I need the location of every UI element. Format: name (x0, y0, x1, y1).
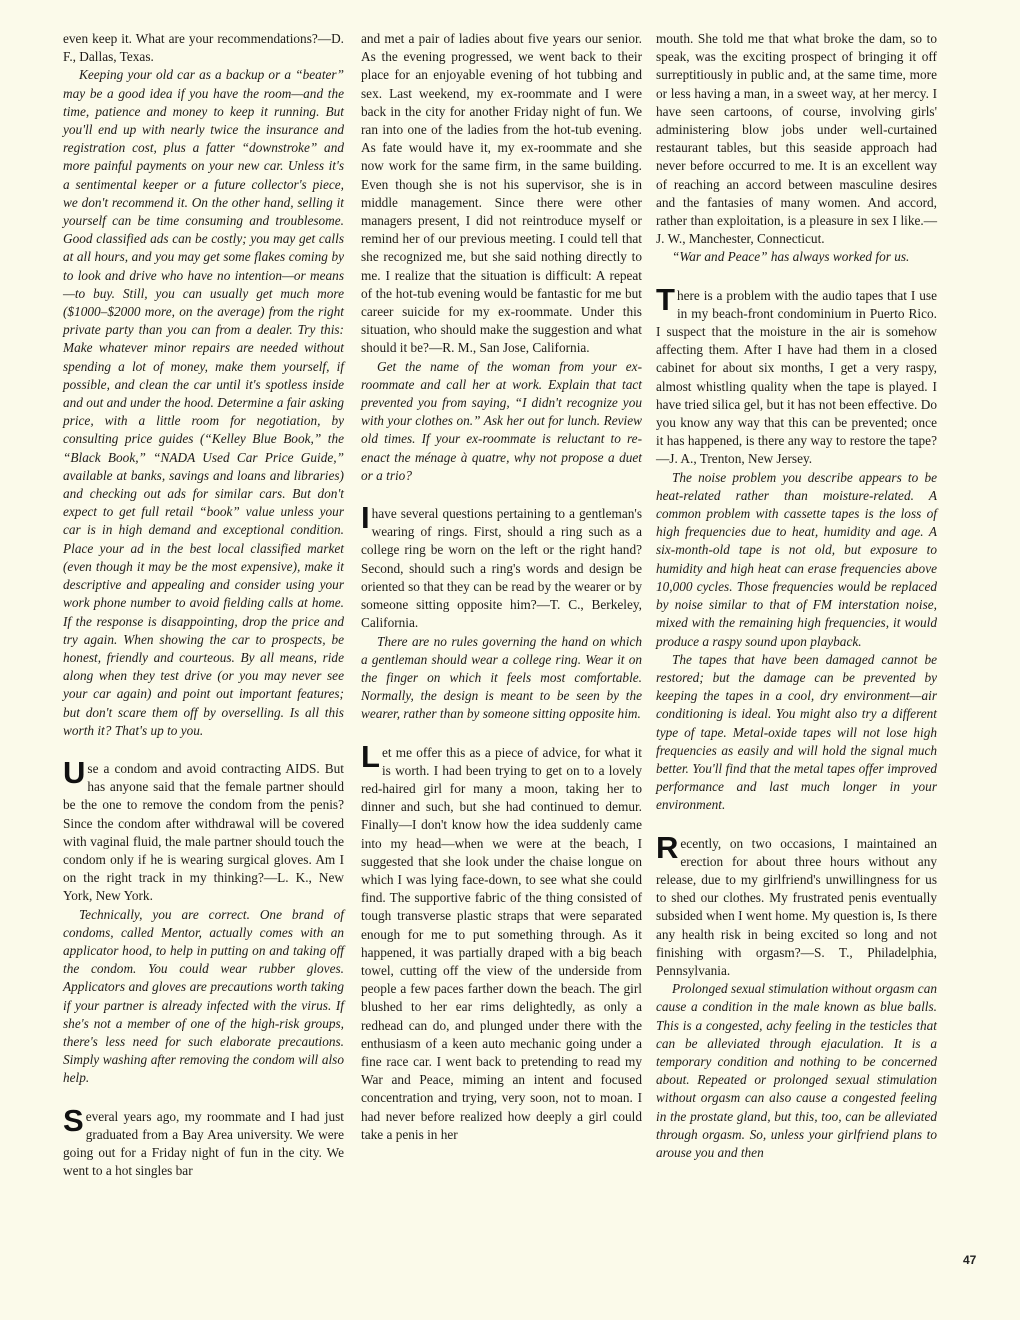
drop-cap: L (361, 738, 380, 774)
question-text: et me offer this as a piece of advice, for what it is worth. I had been trying to get on to a lovely red-haired girl for many a moon, taking her to dinner and such, but she had continued to demur. Finally—I don't know how the idea suddenly came into my head—when we were at the beach, I suggested that she look under the chaise longue on which I was lying face-down, to see what she could find. The supportive fabric of the thing consisted of tough transverse plastic straps that were separated enough for me to put something through. As it happened, it was partially draped with a big beach towel, cutting off the view of the underside from people a few paces farther down the beach. The girl blushed to her ear rims delightedly, as only a redhead can do, and plunged under there with the enthusiasm of a keen auto mechanic going under a fine race car. I went back to pretending to read my War and Peace, miming an intent and focused concentration and trying, very soon, not to moan. I had never before realized how deeply a girl could take a penis in her (361, 744, 642, 1142)
column-2 (361, 30, 642, 1144)
reader-question-continued: mouth. She told me that what broke the dam, so to speak, was the exciting prospect of bringing it off surreptitiously in public and, at the same time, more or less having a man, in a sweet way, at her mercy. I have seen cartoons, of course, involving girls' administering blow jobs under well-curtained restaurant tables, but this seaside approach had never before occurred to me. It is an excellent way of reaching an accord between masculine desires and the fantasies of many women. And accord, rather than exploitation, is a pleasure in sex I like.—J. W., Manchester, Connecticut. (656, 31, 937, 247)
reader-question (361, 500, 642, 632)
letter-entry (656, 281, 937, 815)
advisor-answer: The tapes that have been damaged cannot be restored; but the damage can be prevented by keeping the tapes in a cool, dry environment—air conditioning is ideal. You might also try a different type of tape. Metal-oxide tapes will not lose high frequencies as easily and will hold the signal much better. You'll find that the metal tapes offer improved performance and last much longer in your environment. (656, 651, 937, 813)
question-text: here is a problem with the audio tapes that I use in my beach-front condominium in Puerto Rico. I suspect that the moisture in the air is somehow affecting them. After I have had them in a closed cabinet for about six months, I get a very raspy, almost whistling quality when the tape is played. I have tried silica gel, but it has not been effective. Do you know any way that this can be prevented; once it has happened, is there any way to restore the tape?—J. A., Trenton, New Jersey. (656, 287, 937, 467)
reader-question (656, 829, 937, 981)
question-text: have several questions pertaining to a gentleman's wearing of rings. First, should a ring such as a college ring be worn on the left or the right hand? Second, should such a ring's words and design be oriented so that they can be read by the wearer or by someone sitting opposite him?—T. C., Berkeley, California. (361, 506, 642, 631)
advisor-answer: Keeping your old car as a backup or a “beater” may be a good idea if you have the room—and the time, patience and money to keep it running. But you'll end up with nearly twice the insurance and registration cost, plus a fatter “downstroke” and more painful payments on your new car. Unless it's a sentimental keeper or a future collector's piece, we don't recommend it. On the other hand, selling it yourself can be time consuming and troublesome. Good classified ads can be costly; you may get calls at all hours, and you may get some flakes coming by to look and drive who have no intention—or means—to buy. Still, you can usually get much more ($1000–$2000 more, on the average) from the right private party than you can from a dealer. Try this: Make whatever minor repairs are needed without spending a lot of money, make them yourself, if possible, and clean the car until it's spotless inside and out and under the hood. Determine a fair asking price, with a little room for negotiation, by consulting price guides (“Kelley Blue Book,” the “Black Book,” “NADA Used Car Price Guide,” available at banks, savings and loans and libraries) and checking out ads for similar cars. But don't expect to get full retail “book” value unless your car is in high demand and exceptional condition. Place your ad in the best local classified market (even though it may be the most expensive), make it descriptive and appealing and consider using your work phone number to avoid fielding calls at home. If the response is disappointing, drop the price and try again. When showing the car to prospects, be honest, friendly and courteous. By all means, ride along when they test drive (or you may never see your car again) and point out important features; but don't scare them off by overselling. Is all this worth it? That's up to you. (63, 67, 344, 738)
reader-question: even keep it. What are your recommendations?—D. F., Dallas, Texas. (63, 31, 344, 65)
question-text: ecently, on two occasions, I maintained an erection for about three hours without any release, due to my girlfriend's unwillingness for us to shed our clothes. My frustrated penis eventually subsided when I went home. My question is, Is there any health risk in being excited so long and not finishing with orgasm?—S. T., Philadelphia, Pennsylvania. (656, 835, 937, 978)
column-1 (63, 30, 344, 1180)
advisor-answer: Technically, you are correct. One brand of condoms, called Mentor, actually comes with an applicator hood, to help in putting on and taking off the condom. You could wear rubber gloves. Applicators and gloves are precautions worth taking if your partner is already infected with the virus. If she's not a member of one of the high-risk groups, there's less need for such elaborate precautions. Simply washing after removing the condom will also help. (63, 906, 344, 1086)
letter-entry (63, 30, 344, 740)
drop-cap: S (63, 1102, 84, 1138)
drop-cap: T (656, 281, 675, 317)
advisor-answer: The noise problem you describe appears to be heat-related rather than moisture-related. A common problem with cassette tapes is the loss of high frequencies due to heat, humidity and age. A six-month-old tape is not old, but exposure to humidity and high heat can erase frequencies above 10,000 cycles. Those frequencies would be replaced by noise similar to that of FM interstation noise, mixed with the remaining high frequencies, it would produce a raspy sound upon playback. (656, 469, 937, 649)
advisor-answer: Prolonged sexual stimulation without orgasm can cause a condition in the male known as blue balls. This is a congested, achy feeling in the testicles that can be alleviated through ejaculation. It is a temporary condition and nothing to be concerned about. Repeated or prolonged sexual stimulation without orgasm can also cause a congested feeling in the prostate gland, but this, too, can be alleviated through orgasm. So, unless your girlfriend plans to arouse you and then (656, 981, 937, 1160)
question-text: everal years ago, my roommate and I had just graduated from a Bay Area university. We were going out for a Friday night of fun in the city. We went to a hot singles bar (63, 1108, 344, 1179)
letter-entry (63, 754, 344, 1088)
letter-entry (361, 30, 642, 485)
advisor-answer: “War and Peace” has always worked for us. (672, 249, 910, 265)
question-text: se a condom and avoid contracting AIDS. But has anyone said that the female partner should be the one to remove the condom from the penis? Since the condom after withdrawal will be covered with vaginal fluid, the male partner should touch the condom only if he is wearing surgical gloves. Am I on the right track in my thinking?—L. K., New York, New York. (63, 760, 344, 904)
reader-question (361, 738, 642, 1144)
reader-question (656, 281, 937, 469)
drop-cap: I (361, 500, 370, 536)
page-number: 47 (963, 1253, 977, 1267)
letter-entry (361, 738, 642, 1144)
reader-question-continued: and met a pair of ladies about five years our senior. As the evening progressed, we went back to their place for an enjoyable evening of hot tubbing and sex. Last weekend, my ex-roommate and I were back in the city for another Friday night of fun. We ran into one of the ladies from the hot-tub evening. As fate would have it, my ex-roommate and she now work for the same firm, in the same building. Even though she is not his supervisor, she is in middle management. Since there were other managers present, I did not reintroduce myself or remind her of our previous meeting. I could tell that she recognized me, but she said nothing directly to me. I realize that the situation is difficult: A repeat of the hot-tub evening would be fantastic for me but career suicide for my ex-roommate. Under this situation, who should make the suggestion and what should it be?—R. M., San Jose, California. (361, 31, 642, 356)
letter-entry (656, 30, 937, 267)
reader-question (63, 1102, 344, 1181)
letter-entry (361, 500, 642, 723)
drop-cap: U (63, 754, 86, 790)
reader-question (63, 754, 344, 906)
drop-cap: R (656, 829, 679, 865)
letter-entry (63, 1102, 344, 1181)
advisor-answer: Get the name of the woman from your ex-roommate and call her at work. Explain that tact prevented you from saying, “I didn't recognize you with your clothes on.” Ask her out for lunch. Review old times. If your ex-roommate is reluctant to re-enact the ménage à quatre, why not propose a duet or a trio? (361, 358, 642, 483)
column-3 (656, 30, 937, 1162)
letter-entry (656, 829, 937, 1163)
advisor-answer: There are no rules governing the hand on which a gentleman should wear a college ring. Wear it on the finger on which it feels most comfortable. Normally, the design is meant to be seen by the wearer, rather than by someone sitting opposite him. (361, 633, 642, 722)
